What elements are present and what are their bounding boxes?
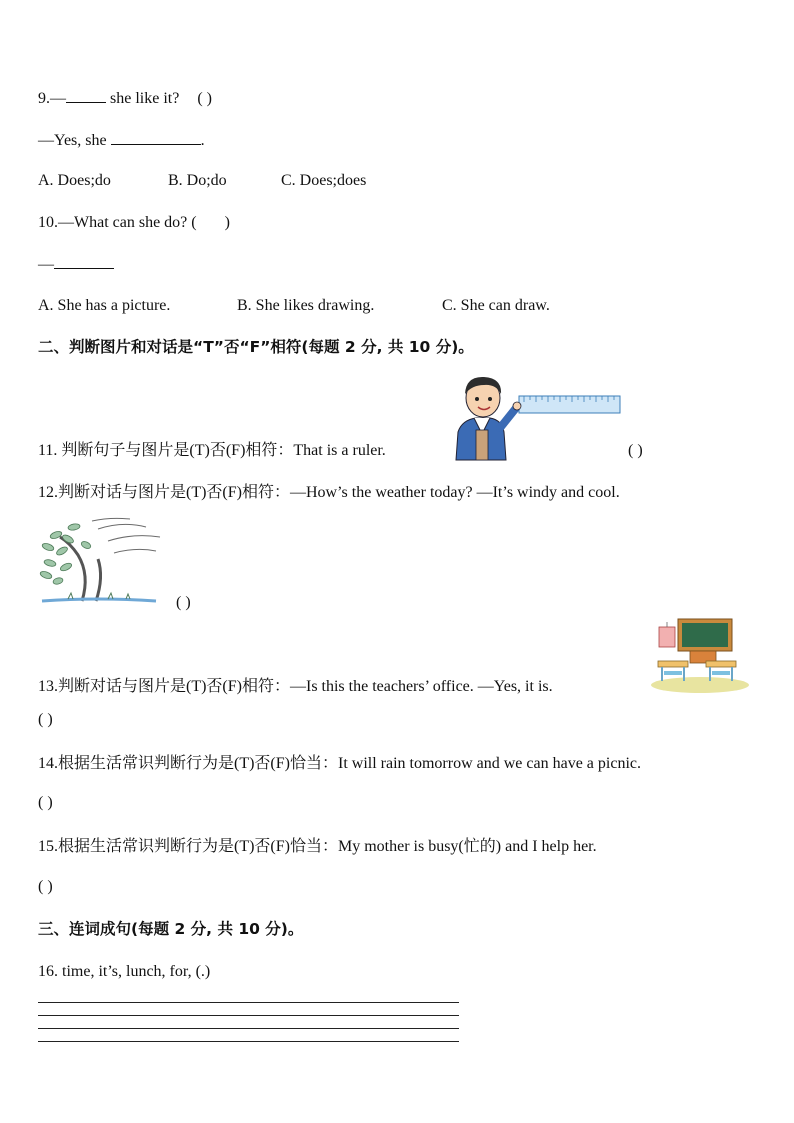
q10-blank[interactable] bbox=[54, 254, 114, 269]
answer-writing-line-1[interactable] bbox=[38, 1002, 459, 1003]
q12-paren[interactable]: ( ) bbox=[176, 594, 191, 611]
classroom-image bbox=[650, 617, 750, 693]
answer-writing-line-4[interactable] bbox=[38, 1041, 459, 1042]
windy-tree-image bbox=[38, 515, 168, 607]
q12-text: 12.判断对话与图片是(T)否(F)相符：—How’s the weather today? —It’s windy and cool. bbox=[38, 484, 620, 501]
q16-text: 16. time, it’s, lunch, for, (.) bbox=[38, 963, 211, 980]
q15-text: 15.根据生活常识判断行为是(T)否(F)恰当：My mother is busy(忙的) and I help her. bbox=[38, 838, 597, 855]
q14-line bbox=[38, 754, 641, 774]
q9-blank-2[interactable] bbox=[111, 130, 201, 145]
q10-option-b[interactable]: B. She likes drawing. bbox=[237, 297, 375, 314]
q10-paren-close: ) bbox=[224, 214, 230, 231]
q9-blank-1[interactable] bbox=[66, 88, 106, 103]
q9-answer-line bbox=[38, 130, 205, 151]
boy-with-ruler-image bbox=[450, 372, 625, 462]
windy-tree-icon bbox=[38, 515, 168, 607]
q16-line bbox=[38, 962, 210, 982]
q9-stem-suffix: she like it? bbox=[110, 90, 180, 107]
q13-text: 13.判断对话与图片是(T)否(F)相符：—Is this the teachers’ office. —Yes, it is. bbox=[38, 678, 553, 695]
q11-text: 11. 判断句子与图片是(T)否(F)相符：That is a ruler. bbox=[38, 442, 386, 459]
q9-options bbox=[38, 171, 366, 191]
q13-paren[interactable]: ( ) bbox=[38, 711, 53, 728]
q12-line bbox=[38, 483, 620, 503]
q10-stem-text: 10.—What can she do? ( bbox=[38, 214, 197, 231]
q9-option-b[interactable]: B. Do;do bbox=[168, 172, 227, 189]
q10-stem bbox=[38, 213, 230, 233]
boy-with-ruler-icon bbox=[450, 372, 625, 462]
q15-line bbox=[38, 837, 597, 857]
section3-heading: 三、连词成句(每题 2 分, 共 10 分)。 bbox=[38, 920, 304, 938]
q10-answer-prefix: — bbox=[38, 256, 54, 273]
q14-text: 14.根据生活常识判断行为是(T)否(F)恰当：It will rain tomorrow and we can have a picnic. bbox=[38, 755, 641, 772]
q9-option-a[interactable]: A. Does;do bbox=[38, 172, 111, 189]
classroom-icon bbox=[650, 617, 750, 693]
q11-line bbox=[38, 441, 386, 461]
answer-writing-line-2[interactable] bbox=[38, 1015, 459, 1016]
q15-paren[interactable]: ( ) bbox=[38, 878, 53, 895]
answer-writing-line-3[interactable] bbox=[38, 1028, 459, 1029]
q9-option-c[interactable]: C. Does;does bbox=[281, 172, 367, 189]
q14-paren[interactable]: ( ) bbox=[38, 794, 53, 811]
q9-answer-suffix: . bbox=[200, 132, 205, 149]
section2-heading: 二、判断图片和对话是“T”否“F”相符(每题 2 分, 共 10 分)。 bbox=[38, 338, 474, 356]
q11-paren[interactable]: ( ) bbox=[628, 442, 643, 459]
q9-answer-paren[interactable]: ( ) bbox=[197, 90, 212, 107]
q9-stem bbox=[38, 88, 212, 109]
q10-option-c[interactable]: C. She can draw. bbox=[442, 297, 550, 314]
q10-options bbox=[38, 296, 550, 316]
q10-option-a[interactable]: A. She has a picture. bbox=[38, 297, 171, 314]
q9-stem-prefix: 9.— bbox=[38, 90, 66, 107]
q9-answer-prefix: —Yes, she bbox=[38, 132, 107, 149]
q13-line bbox=[38, 677, 553, 697]
q10-answer-line bbox=[38, 254, 114, 275]
